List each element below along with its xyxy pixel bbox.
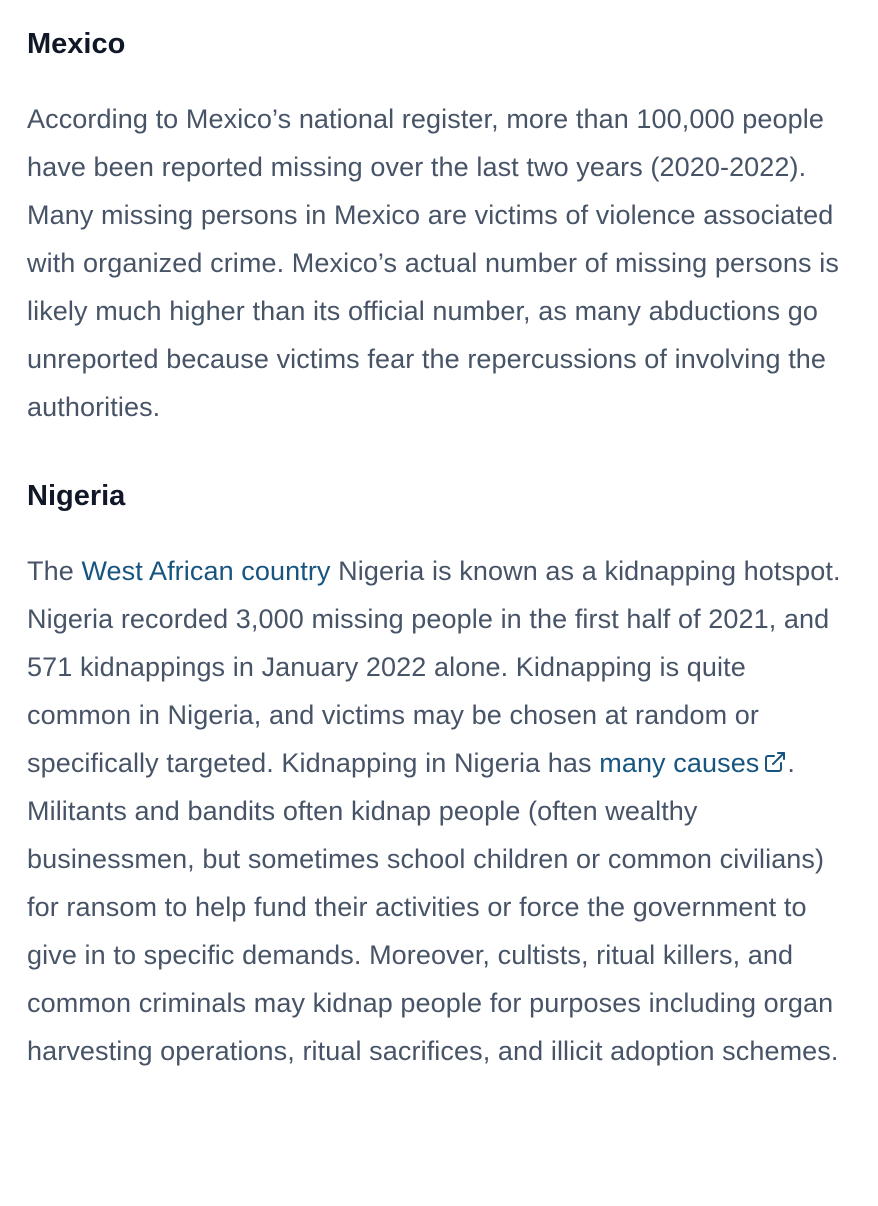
external-link-icon [763, 750, 787, 774]
many-causes-link[interactable] [599, 748, 787, 778]
paragraph-text: . Militants and bandits often kidnap people (often wealthy businessmen, but sometimes school children or common civilians) for ransom to help fund their activities or force the government to give in to specific demands. Moreover, cultists, ritual killers, and common criminals may kidnap people for purposes including organ harvesting operations, ritual sacrifices, and illicit adoption schemes. [27, 748, 839, 1066]
section-paragraph-nigeria [27, 547, 847, 1075]
west-african-country-link[interactable]: West African country [81, 556, 331, 586]
paragraph-text: The [27, 556, 82, 586]
many-causes-link-label: many causes [599, 748, 760, 778]
section-paragraph-mexico: According to Mexico’s national register, more than 100,000 people have been reported missing over the last two years (2020-2022). Many missing persons in Mexico are victims of violence associated with organized crime. Mexico’s actual number of missing persons is likely much higher than its official number, as many abductions go unreported because victims fear the repercussions of involving the authorities. [27, 104, 839, 422]
section-heading-mexico: Mexico [27, 28, 126, 60]
paragraph-text: Nigeria is known as a kidnapping hotspot. Nigeria recorded 3,000 missing people in the first half of 2021, and 571 kidnappings in January 2022 alone. Kidnapping is quite common in Nigeria, and victims may be chosen at random or specifically targeted. Kidnapping in Nigeria has [27, 556, 841, 778]
section-heading-nigeria: Nigeria [27, 480, 126, 512]
